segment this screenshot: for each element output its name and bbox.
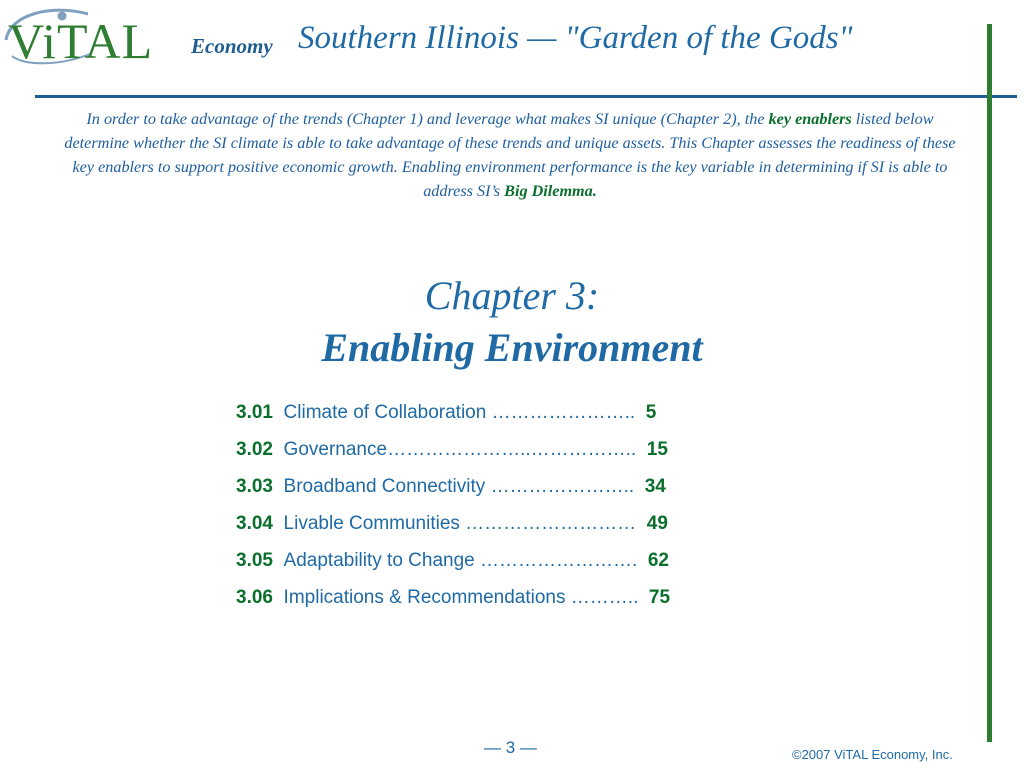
toc-section-number: 3.01 bbox=[236, 402, 273, 423]
toc-dot-leader: ……….. bbox=[565, 587, 639, 608]
intro-text-part1: In order to take advantage of the trends (Chapter 1) and leverage what makes SI unique (Chapter 2), the bbox=[86, 110, 769, 128]
toc-page-number: 34 bbox=[644, 476, 666, 497]
toc-page-number: 15 bbox=[646, 439, 668, 460]
toc-entry[interactable] bbox=[236, 584, 796, 621]
vertical-accent-rule bbox=[987, 98, 992, 742]
toc-spacer bbox=[638, 587, 649, 608]
intro-big-dilemma: Big Dilemma. bbox=[504, 182, 597, 200]
toc-entry[interactable] bbox=[236, 547, 796, 584]
toc-dot-leader: ……………………. bbox=[474, 550, 638, 571]
intro-text-part2: listed below determine whether the SI climate is able to take advantage of these trends and unique assets. This Chapter assesses the readiness of these key enablers to support positive economic growth. Enabling environment performance is the key variable in determining if SI is able to address SI’s bbox=[64, 110, 956, 200]
toc-section-number: 3.05 bbox=[236, 550, 273, 571]
toc-spacer bbox=[273, 550, 284, 571]
toc-spacer bbox=[634, 476, 645, 497]
toc-section-title: Broadband Connectivity bbox=[283, 476, 486, 497]
toc-spacer bbox=[273, 439, 284, 460]
header-divider bbox=[35, 95, 1017, 98]
toc-section-number: 3.02 bbox=[236, 439, 273, 460]
toc-spacer bbox=[637, 550, 648, 571]
toc-page-number: 49 bbox=[646, 513, 668, 534]
toc-section-title: Adaptability to Change bbox=[283, 550, 475, 571]
toc-spacer bbox=[636, 513, 647, 534]
table-of-contents bbox=[236, 399, 796, 621]
intro-paragraph bbox=[55, 107, 965, 203]
page-number: — 3 — bbox=[484, 738, 537, 757]
toc-spacer bbox=[273, 402, 284, 423]
toc-spacer bbox=[273, 476, 284, 497]
toc-section-title: Governance bbox=[283, 439, 388, 460]
logo-graphic bbox=[0, 0, 300, 72]
toc-page-number: 75 bbox=[648, 587, 671, 608]
toc-section-title: Climate of Collaboration bbox=[283, 402, 487, 423]
chapter-number-heading: Chapter 3: bbox=[424, 273, 600, 318]
toc-dot-leader: ………………….. bbox=[486, 402, 636, 423]
toc-entry[interactable] bbox=[236, 473, 796, 510]
chapter-title-heading: Enabling Environment bbox=[321, 325, 703, 370]
vital-economy-logo bbox=[0, 0, 300, 72]
toc-entry[interactable] bbox=[236, 399, 796, 436]
toc-dot-leader: ……………………… bbox=[459, 513, 637, 534]
toc-entry[interactable] bbox=[236, 436, 796, 473]
logo-economy-text: Economy bbox=[191, 34, 273, 58]
copyright-notice: ©2007 ViTAL Economy, Inc. bbox=[792, 747, 953, 762]
intro-key-enablers: key enablers bbox=[768, 110, 852, 128]
toc-spacer bbox=[636, 439, 647, 460]
toc-spacer bbox=[273, 587, 284, 608]
toc-page-number: 5 bbox=[645, 402, 657, 423]
toc-dot-leader: ………………….. bbox=[485, 476, 635, 497]
toc-spacer bbox=[635, 402, 646, 423]
toc-section-title: Livable Communities bbox=[283, 513, 460, 534]
toc-page-number: 62 bbox=[647, 550, 669, 571]
toc-section-number: 3.03 bbox=[236, 476, 273, 497]
toc-entry[interactable] bbox=[236, 510, 796, 547]
toc-section-number: 3.04 bbox=[236, 513, 273, 534]
vertical-accent-rule-top bbox=[987, 24, 992, 98]
page-header-title: Southern Illinois — "Garden of the Gods" bbox=[298, 20, 853, 56]
toc-section-title: Implications & Recommendations bbox=[283, 587, 566, 608]
toc-section-number: 3.06 bbox=[236, 587, 273, 608]
logo-vital-text: ViTAL bbox=[8, 13, 154, 69]
toc-spacer bbox=[273, 513, 284, 534]
toc-dot-leader: …………………..…………….. bbox=[387, 439, 637, 460]
